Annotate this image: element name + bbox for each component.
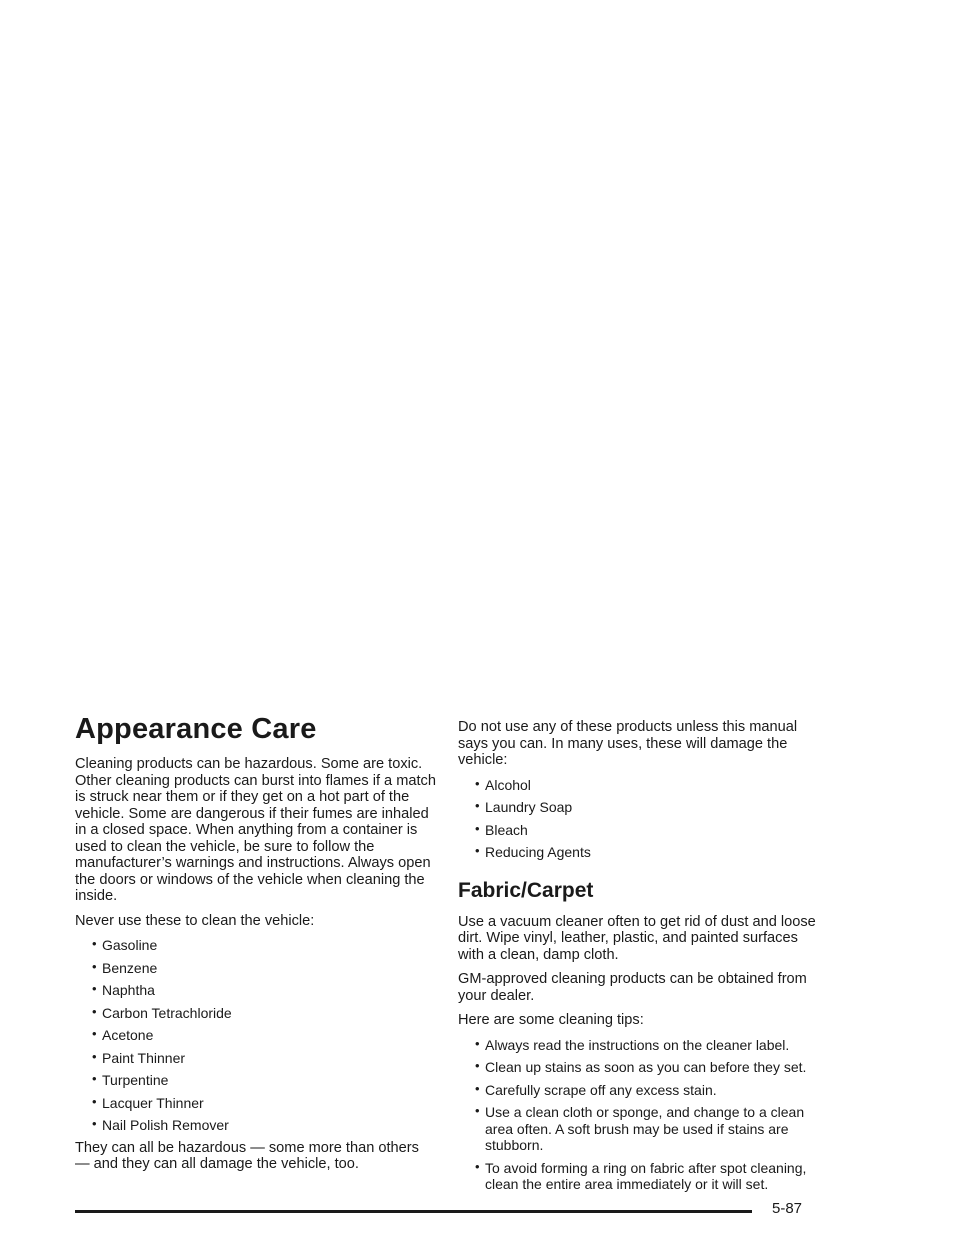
closing-paragraph: They can all be hazardous — some more than others — and they can all damage the vehicle, too. (75, 1139, 419, 1172)
list-item: • Naphtha (92, 981, 155, 998)
list-item: • Always read the instructions on the cleaner label. (475, 1035, 790, 1053)
footer-rule (75, 1210, 752, 1213)
list-item: • Gasoline (92, 936, 158, 953)
list-item: • Carbon Tetrachloride (92, 1003, 232, 1021)
intro-paragraph: Cleaning products can be hazardous. Some are toxic. Other cleaning products can burst into flames if a match is struck near them or if they get on a hot part of the vehicle. Some are dangerous if their fumes are inhaled in a closed space. When anything from a container is used to clean the vehicle, be sure to follow the manufacturer’s warnings and instructions. Always open the doors or windows of the vehicle when cleaning the inside. (75, 756, 436, 904)
list-item: • Carefully scrape off any excess stain. (475, 1080, 717, 1098)
bullet-icon: • (475, 775, 480, 791)
bullet-icon: • (92, 1116, 97, 1131)
bullet-icon: • (92, 1048, 97, 1064)
fabric-paragraph-2: GM-approved cleaning products can be obtained from your dealer. (458, 971, 807, 1004)
bullet-icon: • (475, 843, 480, 858)
bullet-icon: • (92, 1093, 97, 1109)
bullet-icon: • (475, 1058, 480, 1073)
list-item: • Alcohol (475, 775, 531, 793)
never-use-intro: Never use these to clean the vehicle: (75, 912, 315, 929)
list-item: • Benzene (92, 958, 158, 976)
never-use-list (75, 937, 437, 1134)
list-item: • Use a clean cloth or sponge, and change to a clean area often. A soft brush may be used if stains are stubborn. (475, 1103, 805, 1153)
bullet-icon: • (92, 1003, 97, 1019)
list-item: • Reducing Agents (475, 843, 591, 860)
tips-intro: Here are some cleaning tips: (458, 1012, 644, 1028)
list-item: • Laundry Soap (475, 798, 573, 815)
bullet-icon: • (475, 1035, 480, 1051)
list-item: • Nail Polish Remover (92, 1116, 229, 1133)
bullet-icon: • (475, 1158, 480, 1174)
list-item: • Lacquer Thinner (92, 1093, 204, 1111)
bullet-icon: • (92, 1071, 97, 1086)
list-item: • To avoid forming a ring on fabric after spot cleaning, clean the entire area immediately or it will set. (475, 1158, 807, 1192)
products-list (458, 777, 823, 861)
bullet-icon: • (475, 820, 480, 836)
list-item: • Acetone (92, 1026, 154, 1043)
list-item: • Clean up stains as soon as you can before they set. (475, 1058, 807, 1075)
bullet-icon: • (475, 1103, 480, 1118)
left-column (75, 712, 437, 1181)
products-intro: Do not use any of these products unless this manual says you can. In many uses, these will damage the vehicle: (458, 719, 798, 768)
page-number: 5-87 (772, 1200, 803, 1217)
list-item: • Paint Thinner (92, 1048, 186, 1066)
bullet-icon: • (92, 936, 97, 951)
bullet-icon: • (92, 1026, 97, 1041)
list-item: • Bleach (475, 820, 528, 838)
section-title: Appearance Care (75, 713, 317, 745)
fabric-paragraph-1: Use a vacuum cleaner often to get rid of dust and loose dirt. Wipe vinyl, leather, plastic, and painted surfaces with a clean, damp cloth. (458, 913, 816, 963)
fabric-carpet-heading: Fabric/Carpet (458, 878, 594, 902)
bullet-icon: • (475, 798, 480, 813)
bullet-icon: • (92, 981, 97, 996)
bullet-icon: • (92, 958, 97, 974)
right-column (458, 719, 823, 1199)
tips-list (458, 1037, 823, 1193)
list-item: • Turpentine (92, 1071, 169, 1088)
bullet-icon: • (475, 1080, 480, 1096)
